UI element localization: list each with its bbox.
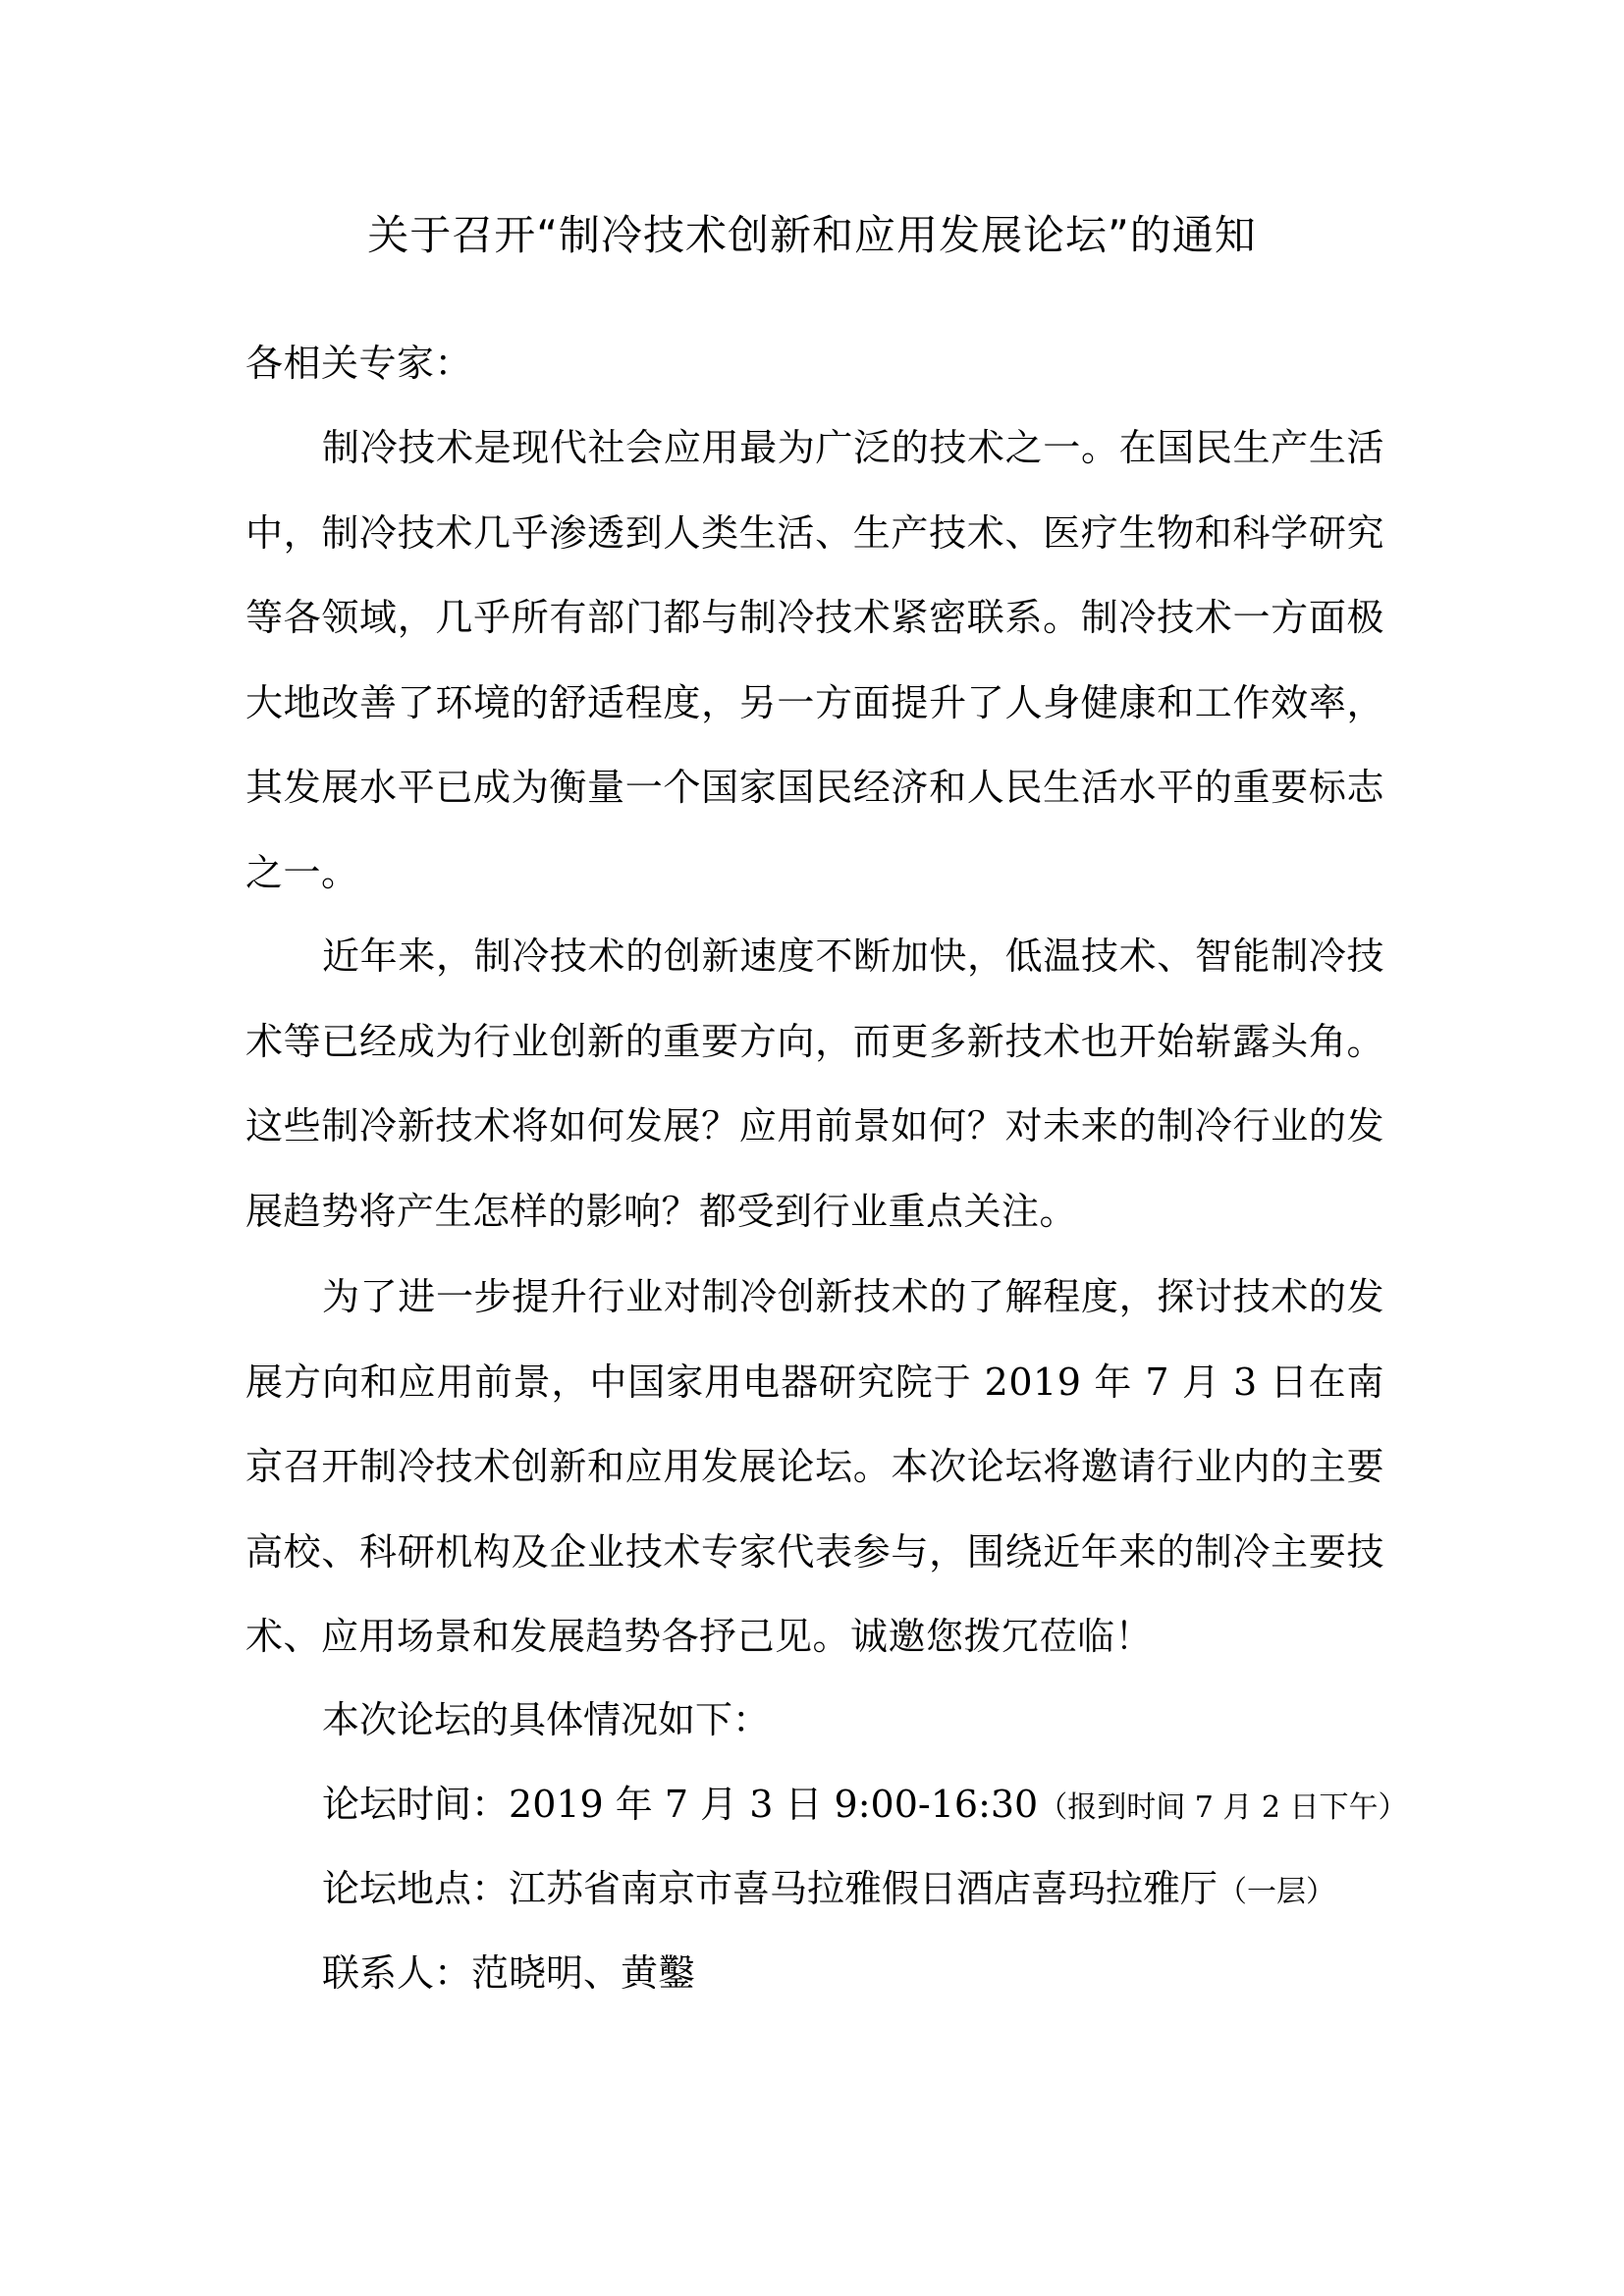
page-title: 关于召开“制冷技术创新和应用发展论坛”的通知 <box>367 211 1257 259</box>
paragraph-recent-trends: 近年来，制冷技术的创新速度不断加快，低温技术、智能制冷技术等已经成为行业创新的重要方向，而更多新技术也开始崭露头角。这些制冷新技术将如何发展？应用前景如何？对未来的制冷行业的发展趋势将产生怎样的影响？都受到行业重点关注。 <box>245 934 1384 1233</box>
forum-time <box>322 1775 1408 1838</box>
forum-time-value: 2019 年 7 月 3 日 9:00-16:30 <box>509 1783 1039 1826</box>
forum-location-value: 江苏省南京市喜马拉雅假日酒店喜玛拉雅厅 <box>509 1867 1218 1910</box>
forum-location-note: （一层） <box>1218 1875 1336 1909</box>
contact-value: 范晓明、黄鑿 <box>471 1951 696 1995</box>
paragraph-invitation: 为了进一步提升行业对制冷创新技术的了解程度，探讨技术的发展方向和应用前景，中国家用电器研究院于 2019 年 7 月 3 日在南京召开制冷技术创新和应用发展论坛。本次论坛将邀请行业内的主要高校、科研机构及企业技术专家代表参与，围绕近年来的制冷主要技术、应用场景和发展趋势各抒己见。诚邀您拨冗莅临！ <box>245 1275 1384 1658</box>
contact-persons <box>322 1944 695 2002</box>
forum-time-note: （报到时间 7 月 2 日下午） <box>1038 1790 1408 1825</box>
details-intro: 本次论坛的具体情况如下： <box>322 1698 771 1741</box>
contact-label: 联系人： <box>322 1951 472 1995</box>
paragraph-background: 制冷技术是现代社会应用最为广泛的技术之一。在国民生产生活中，制冷技术几乎渗透到人类生活、生产技术、医疗生物和科学研究等各领域，几乎所有部门都与制冷技术紧密联系。制冷技术一方面极大地改善了环境的舒适程度，另一方面提升了人身健康和工作效率，其发展水平已成为衡量一个国家国民经济和人民生活水平的重要标志之一。 <box>245 426 1384 894</box>
forum-location-label: 论坛地点： <box>322 1867 510 1910</box>
salutation: 各相关专家： <box>245 342 473 385</box>
forum-time-label: 论坛时间： <box>322 1783 510 1826</box>
forum-location <box>322 1859 1335 1922</box>
